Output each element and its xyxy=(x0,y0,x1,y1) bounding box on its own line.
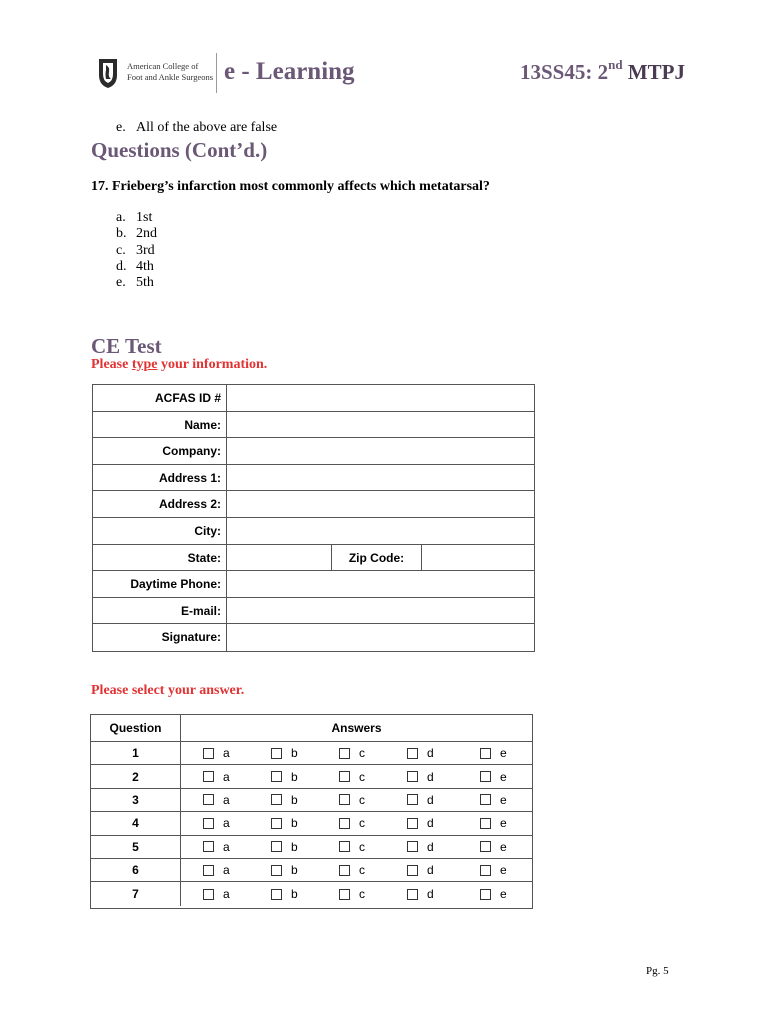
checkbox[interactable] xyxy=(480,889,491,900)
answer-choice-c[interactable] xyxy=(339,836,365,858)
answer-choice-b[interactable] xyxy=(271,836,298,858)
question-number: 2 xyxy=(91,765,181,787)
answer-choice-b[interactable] xyxy=(271,742,298,764)
phone-field[interactable] xyxy=(227,571,534,597)
checkbox[interactable] xyxy=(339,771,350,782)
company-field[interactable] xyxy=(227,438,534,464)
email-field[interactable] xyxy=(227,598,534,624)
answer-choice-c[interactable] xyxy=(339,742,365,764)
choice-label: d xyxy=(427,746,434,761)
choice-label: c xyxy=(359,746,365,761)
state-field[interactable] xyxy=(227,545,331,571)
address2-field[interactable] xyxy=(227,491,534,517)
acfas-id-field[interactable] xyxy=(227,385,534,411)
info-prompt: Please type your information. xyxy=(91,357,268,372)
row-email xyxy=(93,598,534,625)
checkbox[interactable] xyxy=(480,771,491,782)
answer-choice-b[interactable] xyxy=(271,812,298,834)
page-number: Pg. 5 xyxy=(646,965,669,977)
checkbox[interactable] xyxy=(203,865,214,876)
choice-label: b xyxy=(291,863,298,878)
question-number: 7 xyxy=(91,882,181,905)
option-e: e. 5th xyxy=(116,275,154,291)
checkbox[interactable] xyxy=(203,748,214,759)
answer-choice-e[interactable] xyxy=(480,789,507,811)
email-label: E-mail: xyxy=(93,598,227,624)
choice-label: e xyxy=(500,863,507,878)
choice-label: e xyxy=(500,816,507,831)
state-label: State: xyxy=(93,545,227,571)
zip-label: Zip Code: xyxy=(331,545,422,571)
checkbox[interactable] xyxy=(407,818,418,829)
choice-label: a xyxy=(223,816,230,831)
choice-label: a xyxy=(223,839,230,854)
checkbox[interactable] xyxy=(480,748,491,759)
org-name-line2: Foot and Ankle Surgeons xyxy=(127,71,214,82)
checkbox[interactable] xyxy=(407,771,418,782)
checkbox[interactable] xyxy=(480,794,491,805)
name-field[interactable] xyxy=(227,412,534,438)
choice-label: c xyxy=(359,792,365,807)
course-code: 13SS45: 2nd MTPJ xyxy=(520,57,685,84)
choice-label: c xyxy=(359,863,365,878)
choice-label: c xyxy=(359,887,365,902)
checkbox[interactable] xyxy=(271,865,282,876)
choice-label: b xyxy=(291,769,298,784)
answer-choice-d[interactable] xyxy=(407,812,434,834)
answer-row xyxy=(91,812,532,835)
answer-choice-c[interactable] xyxy=(339,859,365,881)
header-divider xyxy=(216,53,217,93)
answer-choice-d[interactable] xyxy=(407,882,434,905)
signature-field[interactable] xyxy=(227,624,534,651)
choice-label: e xyxy=(500,746,507,761)
choice-label: c xyxy=(359,839,365,854)
answer-choice-e[interactable] xyxy=(480,882,507,905)
city-field[interactable] xyxy=(227,518,534,544)
checkbox[interactable] xyxy=(339,818,350,829)
answer-row xyxy=(91,859,532,882)
option-d: d. 4th xyxy=(116,258,154,274)
answer-row xyxy=(91,765,532,788)
question-column-header: Question xyxy=(91,715,181,741)
checkbox[interactable] xyxy=(407,865,418,876)
row-phone xyxy=(93,571,534,598)
choice-label: d xyxy=(427,769,434,784)
city-label: City: xyxy=(93,518,227,544)
answer-choice-e[interactable] xyxy=(480,742,507,764)
checkbox[interactable] xyxy=(203,818,214,829)
answer-row xyxy=(91,836,532,859)
checkbox[interactable] xyxy=(480,818,491,829)
choice-label: d xyxy=(427,792,434,807)
answer-choice-d[interactable] xyxy=(407,789,434,811)
checkbox[interactable] xyxy=(271,841,282,852)
choice-label: e xyxy=(500,792,507,807)
answer-choice-d[interactable] xyxy=(407,765,434,787)
answer-row xyxy=(91,882,532,905)
name-label: Name: xyxy=(93,412,227,438)
row-name xyxy=(93,412,534,439)
answer-choice-a[interactable] xyxy=(203,789,230,811)
checkbox[interactable] xyxy=(339,748,350,759)
signature-label: Signature: xyxy=(93,624,227,651)
answer-choice-b[interactable] xyxy=(271,859,298,881)
address1-label: Address 1: xyxy=(93,465,227,491)
zip-field[interactable] xyxy=(422,545,534,571)
answer-table xyxy=(90,714,533,909)
answers-column-header: Answers xyxy=(331,721,382,735)
question-17-options xyxy=(116,210,157,291)
info-form xyxy=(92,384,535,652)
answer-row xyxy=(91,789,532,812)
answer-choice-e[interactable] xyxy=(480,859,507,881)
question-number: 3 xyxy=(91,789,181,811)
choice-label: c xyxy=(359,769,365,784)
checkbox[interactable] xyxy=(480,865,491,876)
row-signature xyxy=(93,624,534,651)
choice-label: d xyxy=(427,839,434,854)
question-number: 5 xyxy=(91,836,181,858)
answer-choice-b[interactable] xyxy=(271,882,298,905)
checkbox[interactable] xyxy=(271,818,282,829)
choice-label: b xyxy=(291,746,298,761)
row-address2 xyxy=(93,491,534,518)
answer-choice-c[interactable] xyxy=(339,789,365,811)
address2-label: Address 2: xyxy=(93,491,227,517)
choice-label: c xyxy=(359,816,365,831)
choice-label: d xyxy=(427,863,434,878)
choice-label: a xyxy=(223,887,230,902)
question-number: 1 xyxy=(91,742,181,764)
answer-choice-b[interactable] xyxy=(271,789,298,811)
answer-row xyxy=(91,742,532,765)
checkbox[interactable] xyxy=(203,771,214,782)
choice-label: d xyxy=(427,816,434,831)
answer-choice-c[interactable] xyxy=(339,765,365,787)
answer-table-header xyxy=(91,715,532,742)
checkbox[interactable] xyxy=(339,865,350,876)
answer-prompt: Please select your answer. xyxy=(91,683,245,698)
row-state-zip xyxy=(93,545,534,572)
choice-label: d xyxy=(427,887,434,902)
row-acfas-id xyxy=(93,385,534,412)
choice-label: a xyxy=(223,746,230,761)
org-name-line1: American College of xyxy=(127,61,199,71)
company-label: Company: xyxy=(93,438,227,464)
answer-choice-c[interactable] xyxy=(339,882,365,905)
checkbox[interactable] xyxy=(271,748,282,759)
choice-label: e xyxy=(500,839,507,854)
section-title-questions: Questions (Cont’d.) xyxy=(91,138,268,162)
option-a: a. 1st xyxy=(116,210,153,225)
checkbox[interactable] xyxy=(203,794,214,805)
choice-label: b xyxy=(291,839,298,854)
option-c: c. 3rd xyxy=(116,242,155,258)
answer-choice-d[interactable] xyxy=(407,859,434,881)
row-address1 xyxy=(93,465,534,492)
answer-choice-a[interactable] xyxy=(203,765,230,787)
answer-choice-d[interactable] xyxy=(407,836,434,858)
answer-choice-a[interactable] xyxy=(203,882,230,905)
choice-label: e xyxy=(500,769,507,784)
checkbox[interactable] xyxy=(339,794,350,805)
choice-label: a xyxy=(223,863,230,878)
answer-choice-a[interactable] xyxy=(203,812,230,834)
checkbox[interactable] xyxy=(339,841,350,852)
row-company xyxy=(93,438,534,465)
answer-choice-e[interactable] xyxy=(480,765,507,787)
acfas-crest-icon xyxy=(97,57,119,89)
answer-choice-c[interactable] xyxy=(339,812,365,834)
answer-choice-e[interactable] xyxy=(480,812,507,834)
answer-choice-a[interactable] xyxy=(203,742,230,764)
phone-label: Daytime Phone: xyxy=(93,571,227,597)
previous-option-e: e. All of the above are false xyxy=(116,120,278,135)
answer-choice-a[interactable] xyxy=(203,836,230,858)
answer-choice-b[interactable] xyxy=(271,765,298,787)
section-title-ce-test: CE Test xyxy=(91,334,162,358)
checkbox[interactable] xyxy=(203,841,214,852)
checkbox[interactable] xyxy=(271,794,282,805)
checkbox[interactable] xyxy=(271,889,282,900)
choice-label: b xyxy=(291,887,298,902)
question-17: 17. Frieberg’s infarction most commonly affects which metatarsal? xyxy=(91,179,490,194)
question-number: 6 xyxy=(91,859,181,881)
row-city xyxy=(93,518,534,545)
checkbox[interactable] xyxy=(407,841,418,852)
answer-choice-d[interactable] xyxy=(407,742,434,764)
checkbox[interactable] xyxy=(407,794,418,805)
choice-label: b xyxy=(291,792,298,807)
acfas-logo xyxy=(97,57,219,93)
choice-label: a xyxy=(223,769,230,784)
option-b: b. 2nd xyxy=(116,226,157,242)
answer-choice-e[interactable] xyxy=(480,836,507,858)
checkbox[interactable] xyxy=(407,748,418,759)
acfas-id-label: ACFAS ID # xyxy=(93,385,227,411)
choice-label: b xyxy=(291,816,298,831)
checkbox[interactable] xyxy=(407,889,418,900)
question-number: 4 xyxy=(91,812,181,834)
choice-label: e xyxy=(500,887,507,902)
answer-choice-a[interactable] xyxy=(203,859,230,881)
product-title: e - Learning xyxy=(224,58,355,85)
checkbox[interactable] xyxy=(271,771,282,782)
choice-label: a xyxy=(223,792,230,807)
checkbox[interactable] xyxy=(480,841,491,852)
checkbox[interactable] xyxy=(203,889,214,900)
address1-field[interactable] xyxy=(227,465,534,491)
checkbox[interactable] xyxy=(339,889,350,900)
